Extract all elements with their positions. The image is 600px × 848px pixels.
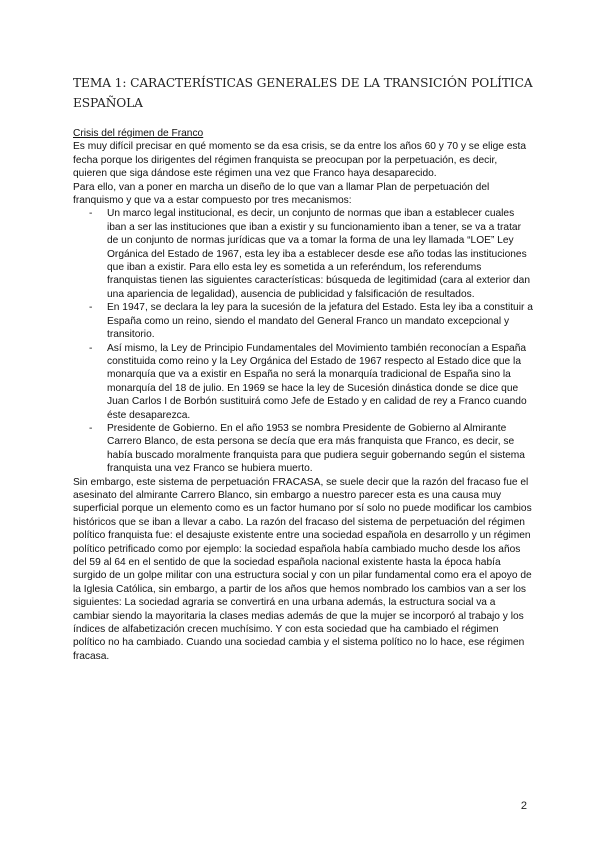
paragraph-1: Es muy difícil precisar en qué momento se da esa crisis, se da entre los años 60 y 70 y se elige esta fecha porque los dirigentes del régimen franquista se preocupan por la perpetuación, es decir, quieren que siga dándose este régimen una vez que Franco haya desaparecido.	[73, 141, 527, 180]
list-item-text: Así mismo, la Ley de Principio Fundamentales del Movimiento también reconocían a España constituida como reino y la Ley Orgánica del Estado de 1967 respecto al Estado dice que la monarquía que va a existir en España no será la monarquía tradicional de España sino la monarquía del 18 de julio. En 1969 se hace la ley de Sucesión dinástica donde se dice que Juan Carlos I de Borbón sustituirá como Jefe de Estado y en calidad de rey a Franco cuando éste desaparezca.	[107, 342, 527, 421]
page-number: 2	[520, 800, 527, 812]
list-item	[73, 207, 533, 301]
page-title: TEMA 1: CARACTERÍSTICAS GENERALES DE LA TRANSICIÓN POLÍTICA ESPAÑOLA	[73, 76, 533, 110]
list-bullet: -	[89, 208, 93, 220]
list-item	[73, 422, 533, 476]
document-body	[73, 127, 533, 663]
list-item	[73, 301, 533, 341]
list-item-text: Presidente de Gobierno. En el año 1953 se nombra Presidente de Gobierno al Almirante Carrero Blanco, de esta persona se decía que era más franquista que Franco, es decir, se había buscado moralmente franquista para que pudiera seguir gobernando según el sistema franquista una vez Franco se hubiera muerto.	[107, 422, 525, 475]
list-item	[73, 342, 533, 422]
list-item-text: En 1947, se declara la ley para la sucesión de la jefatura del Estado. Esta ley iba a constituir a España como un reino, siendo el mandato del General Franco un mandato excepcional y transitorio.	[107, 302, 533, 341]
section-heading: Crisis del régimen de Franco	[73, 128, 204, 139]
list-bullet: -	[89, 422, 93, 434]
mechanisms-list	[73, 207, 533, 475]
paragraph-2: Para ello, van a poner en marcha un diseño de lo que van a llamar Plan de perpetuación del franquismo y que va a estar compuesto por tres mecanismos:	[73, 181, 490, 207]
list-item-text: Un marco legal institucional, es decir, un conjunto de normas que iban a establecer cuales iban a ser las instituciones que iban a existir y su funcionamiento iban a tener, se va a tratar de un conjunto de normas jurídicas que va a tomar la forma de una ley llamada “LOE” Ley Orgánica del Estado de 1967, esta ley iba a establecer desde ese año todas las instituciones que iban a existir. Para ello esta ley es sometida a un referéndum, los referendums franquistas tienen las siguientes características: búsqueda de legitimidad (cara al exterior dan una apariencia de legalidad), ausencia de publicidad y falsificación de resultados.	[107, 208, 531, 300]
paragraph-3: Sin embargo, este sistema de perpetuación FRACASA, se suele decir que la razón del fracaso fue el asesinato del almirante Carrero Blanco, sin embargo a nuestro parecer esta es una causa muy superficial porque un elemento como es un factor humano por sí solo no puede modificar los cambios históricos que se iban a llevar a cabo. La razón del fracaso del sistema de perpetuación del régimen político franquista fue: el desajuste existente entre una sociedad española en desarrollo y un régimen político petrificado como por ejemplo: la sociedad española había cambiado mucho desde los años del 59 al 64 en el sentido de que la sociedad española nacional existente hasta la época había surgido de un golpe militar con una estructura social y con un pilar fundamental como era el apoyo de la Iglesia Católica, sin embargo, a partir de los años que hemos nombrado los cambios van a ser los siguientes: La sociedad agraria se convertirá en una urbana además, la estructura social va a cambiar siendo la mayoritaria la clases medias además de que la mujer se incorporó al trabajo y los índices de alfabetización crecen muchísimo. Y con esta sociedad que ha cambiado el régimen político no ha cambiado. Cuando una sociedad cambia y el sistema político no lo hace, ese régimen fracasa.	[73, 476, 532, 662]
list-bullet: -	[89, 342, 93, 354]
list-bullet: -	[89, 302, 93, 314]
